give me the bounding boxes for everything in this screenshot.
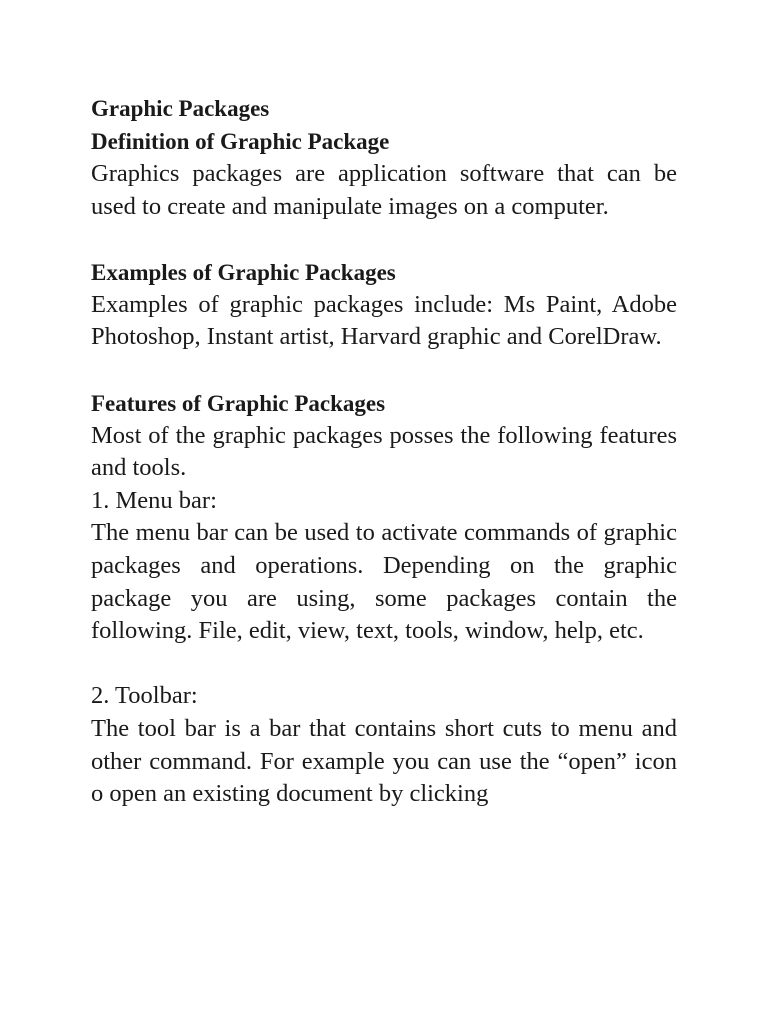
definition-paragraph: Graphics packages are application software that can be used to create and manipulate images on a computer. <box>91 160 677 220</box>
definition-heading: Definition of Graphic Package <box>91 129 390 154</box>
features-intro-paragraph: Most of the graphic packages posses the following features and tools. <box>91 421 677 482</box>
spacer <box>91 223 677 256</box>
menu-bar-label: 1. Menu bar: <box>91 486 217 514</box>
spacer <box>91 648 677 681</box>
features-heading: Features of Graphic Packages <box>91 390 386 416</box>
menu-bar-paragraph: The menu bar can be used to activate commands of graphic packages and operations. Depending on the graphic package you are using, some packages contain the following. File, edit, view, text, tools, window, help, etc. <box>91 519 677 645</box>
spacer <box>91 354 677 387</box>
document-title: Graphic Packages <box>91 96 270 121</box>
document-page <box>91 92 677 811</box>
examples-paragraph: Examples of graphic packages include: Ms Paint, Adobe Photoshop, Instant artist, Harvard graphic and CorelDraw. <box>91 290 677 351</box>
toolbar-paragraph: The tool bar is a bar that contains short cuts to menu and other command. For example you can use the “open” icon o open an existing document by clicking <box>91 714 677 808</box>
examples-heading: Examples of Graphic Packages <box>91 259 396 285</box>
toolbar-label: 2. Toolbar: <box>91 682 198 710</box>
